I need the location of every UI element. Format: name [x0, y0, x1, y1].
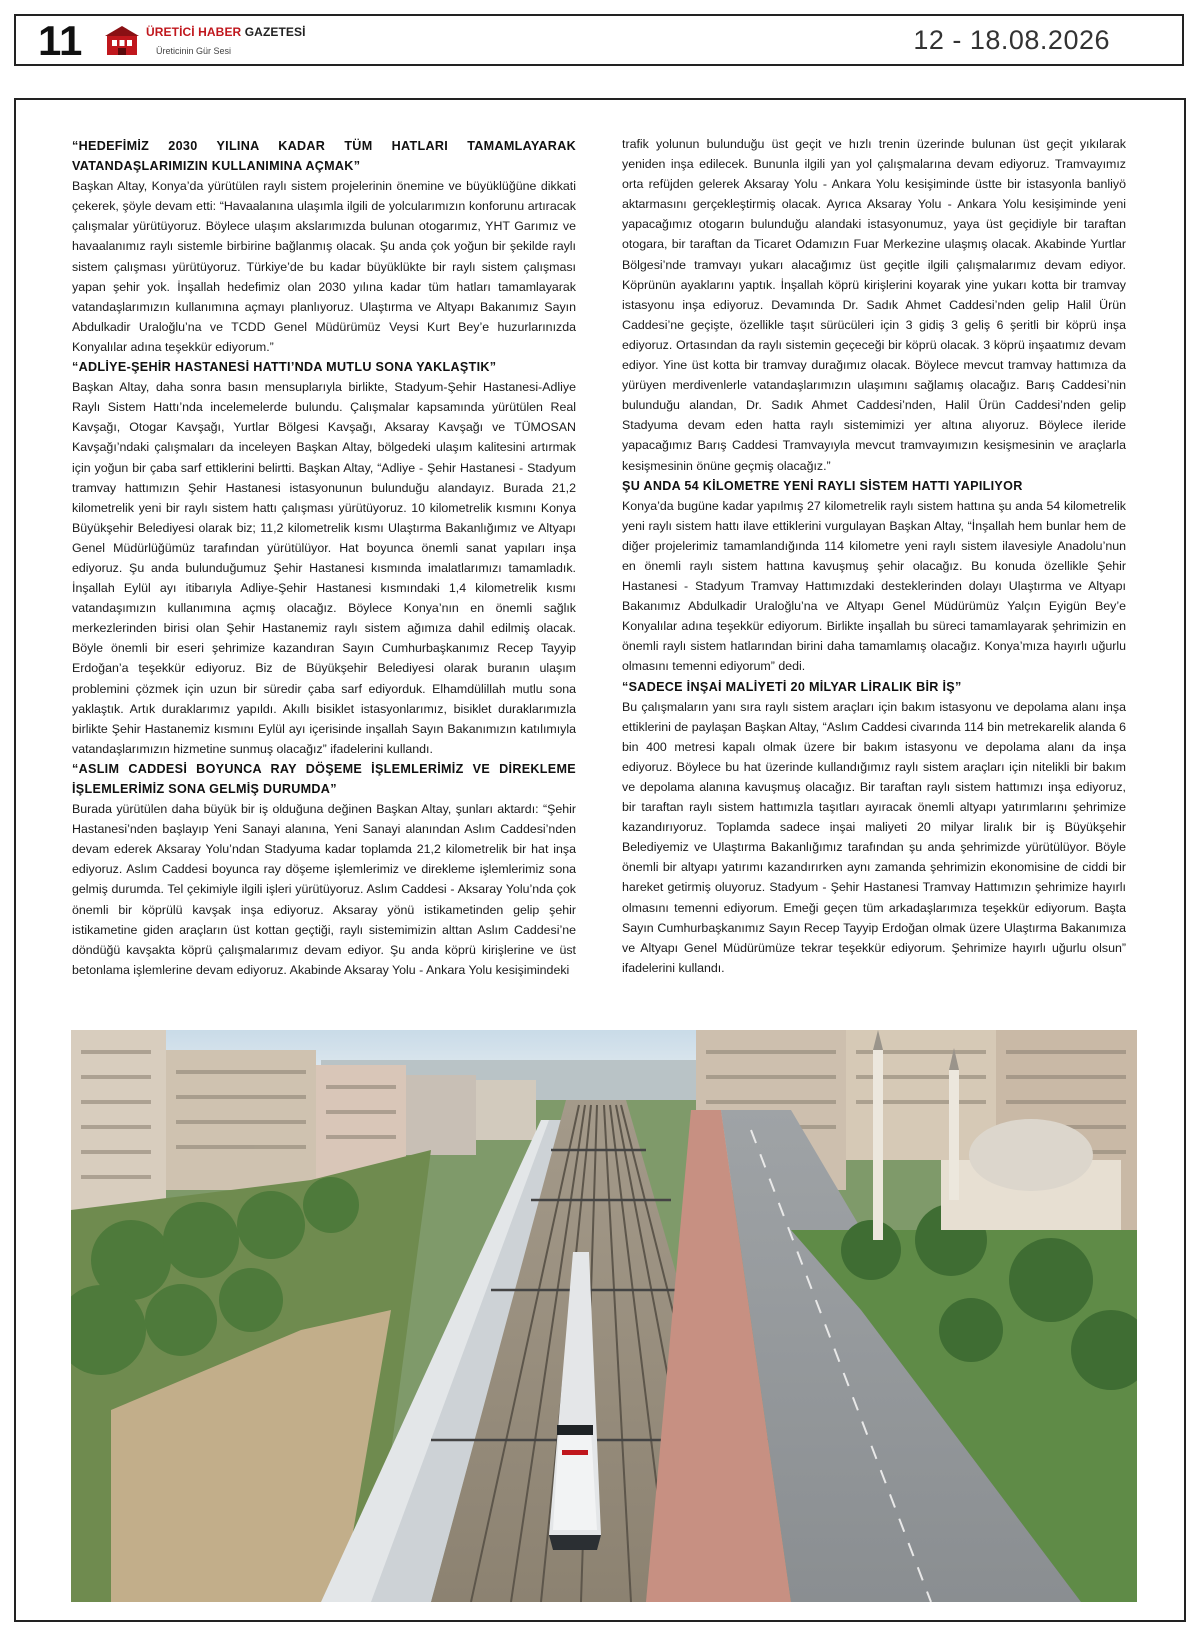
section-body: Başkan Altay, daha sonra basın mensuplarıyla birlikte, Stadyum-Şehir Hastanesi-Adliye Raylı Sistem Hattı’nda incelemelerde bulundu. Çalışmalar kapsamında yürütülen Real Kavşağı, Otogar Kavşağı, Yurtlar Bölgesi Kavşağı, Aksaray Kavşağı ve TÜMOSAN Kavşağı’ndaki çalışmaları da inceleyen Başkan Altay, bölgedeki ulaşım kalitesini artırmak için yoğun bir çaba sarf ettiklerini belirtti. Başkan Altay, “Adliye - Şehir Hastanesi - Stadyum tramvay hattımızın Şehir Hastanesi istasyonunun bulunduğu alandayız. Burada 21,2 kilometrelik yeni bir raylı sistem hattı çalışması yürütüyoruz. 10 kilometrelik kısmını Konya Büyükşehir Belediyesi olarak biz; 11,2 kilometrelik kısmı Ulaştırma Bakanlığımız ve Altyapı Genel Müdürlüğümüz tarafından yürütülüyor. Hat boyunca önemli sanat yapıları inşa ediyoruz. Şu anda bulunduğumuz Şehir Hastanesi kısmında imalatlarımızı tamamladık. İnşallah Eylül ayı itibarıyla Adliye-Şehir Hastanesi kısmındaki 1,4 kilometrelik kısmı vatandaşımızın kullanımına açmış olacağız. Böylece Konya’nın en önemli sağlık merkezlerinden birisi olan Şehir Hastanemiz raylı sistem ağımıza dahil edilmiş olacak. Böyle önemli bir eseri şehrimize kazandıran Sayın Cumhurbaşkanımız Recep Tayyip Erdoğan’a teşekkür ediyoruz. Biz de Büyükşehir Belediyesi olarak buranın ulaşım problemini çözmek için uzun bir süredir çaba sarf ediyorduk. Elhamdülillah mutlu sona yaklaştık. Artık duraklarımız yapıldı. Akıllı bisiklet istasyonlarımız, bisiklet duraklarımızla birlikte Şehir Hastanemiz kısmını Eylül ayı içerisinde inşallah Sayın Bakanımızın katılımıyla vatandaşlarımızın hizmetine sunmuş olacağız” ifadelerini kullandı. [72, 380, 576, 756]
article-section [622, 134, 1126, 476]
section-title: “SADECE İNŞAİ MALİYETİ 20 MİLYAR LİRALIK BİR İŞ” [622, 679, 962, 694]
section-title: “ADLİYE-ŞEHİR HASTANESİ HATTI’NDA MUTLU SONA YAKLAŞTIK” [72, 360, 497, 375]
article-section [622, 677, 1126, 978]
section-title: ŞU ANDA 54 KİLOMETRE YENİ RAYLI SİSTEM HATTI YAPILIYOR [622, 478, 1023, 493]
brand-part-2: HABER [198, 25, 242, 39]
page-number: 11 [38, 17, 83, 64]
aerial-railway-photo [71, 1030, 1137, 1602]
article-section [72, 357, 576, 759]
section-body: trafik yolunun bulunduğu üst geçit ve hızlı trenin üzerinde bulunan üst geçit yıkılarak yeniden inşa edilecek. Bununla ilgili yan yol çalışmalarına devam ediyoruz. Tramvayımız orta refüjden gelerek Aksaray Yolu - Ankara Yolu kesişiminde üstte bir istasyonla banliyö aktarmasını gerçekleştirmiş olacak. Ayrıca Aksaray Yolu - Ankara Yolu kesişiminde yeni yapacağımız otogarın bulunduğu alandaki istasyonumuz, yaya üst geçidiyle bir taraftan otogara, bir taraftan da Ticaret Odamızın Fuar Merkezine ulaşmış olacak. Akabinde Yurtlar Bölgesi’nde tramvayı yukarı alacağımız üst geçitle ilgili çalışmalarımız devam ediyor. Köprünün ayaklarını yaptık. İnşallah köprü kirişlerini koyarak yine yukarı kotta bir tramvay istasyonu inşa ediyoruz. Devamında Dr. Sadık Ahmet Caddesi’nden gelip Halil Ürün Caddesi’ne geçişte, özellikle taşıt sürücüleri için 3 gidiş 3 geliş 6 şeritli bir köprü inşa ediyoruz. Ortasından da raylı sistemin geçeceği bir köprü olacak. 3 köprü inşaatımız devam ediyor. Yine üst kotta bir tramvay durağımız olacak. Böylece mevcut tramvay hattımıza da yürüyen merdivenlerle vatandaşlarımızın ulaşımını sağlamış olacağız. Barış Caddesi’nin bulunduğu alandan, Dr. Sadık Ahmet Caddesi’nden, Halil Ürün Caddesi’nden gelip Stadyuma devam eden hatta raylı sistemimizi yer altına alıyoruz. Böylece ileride yapacağımız Barış Caddesi Tramvayıyla mevcut tramvayımızın kesişmesinin ve araçlarla kesişmesinin önüne geçmiş olacağız.” [622, 137, 1126, 473]
article-column-left [72, 136, 576, 980]
article-section [622, 476, 1126, 677]
section-body: Burada yürütülen daha büyük bir iş olduğuna değinen Başkan Altay, şunları aktardı: “Şehir Hastanesi’nden başlayıp Yeni Sanayi alanına, Yeni Sanayi alanından Aslım Caddesi’nden devam ederek Aksaray Yolu’ndan Stadyuma kadar toplamda 21,2 kilometrelik bir hat inşa ediyoruz. Aslım Caddesi boyunca ray döşeme işlemlerimiz ve direkleme işlemlerimiz sona gelmiş durumda. Tel çekimiyle ilgili işleri yürütüyoruz. Aslım Caddesi - Aksaray Yolu’nda çok önemli bir köprülü kavşak inşa ediyoruz. Aksaray yönü istikametinden gelip şehir istikametine giden araçların üst kottan geçtiği, raylı sistemimizin alttan Aslım Caddesi’ne döndüğü kavşakta köprü çalışmalarımız devam ediyor. Şu anda köprü kirişlerine ve üst betonlama işlemlerine devam ediyoruz. Akabinde Aksaray Yolu - Ankara Yolu kesişimindeki [72, 802, 576, 977]
section-body: Başkan Altay, Konya’da yürütülen raylı sistem projelerinin önemine ve büyüklüğüne dikkati çekerek, şöyle devam etti: “Havaalanına ulaşımla ilgili de yolcularımızın konforunu artıracak çalışmalar yürütüyoruz. Böylece ulaşım akslarımızda bulunan otogarımız, YHT Garımız ve havaalanımız raylı sistemle birbirine bağlanmış olacak. Şu anda çok yoğun bir şekilde raylı sistem çalışması yürütüyoruz. Türkiye’de bu kadar büyüklükte bir raylı sistem çalışması yapan şehir yok. İnşallah hedefimiz olan 2030 yılına kadar tüm hatları tamamlayarak vatandaşlarımızın kullanımına açmayı planlıyoruz. Ulaştırma ve Altyapı Bakanımız Sayın Abdulkadir Uraloğlu’na ve TCDD Genel Müdürümüz Veysi Kurt Bey’e huzurlarınızda Konyalılar adına teşekkür ediyorum.” [72, 179, 576, 354]
article-section [72, 136, 576, 357]
issue-date: 12 - 18.08.2026 [913, 25, 1110, 55]
section-title: “ASLIM CADDESİ BOYUNCA RAY DÖŞEME İŞLEMLERİMİZ VE DİREKLEME İŞLEMLERİMİZ SONA GELMİŞ DURUMDA” [72, 761, 576, 796]
brand-part-3: GAZETESİ [244, 25, 306, 39]
newspaper-slogan: Üreticinin Gür Sesi [156, 46, 232, 56]
section-body: Bu çalışmaların yanı sıra raylı sistem araçları için bakım istasyonu ve depolama alanı inşa ettiklerini de paylaşan Başkan Altay, “Aslım Caddesi civarında 114 bin metrekarelik alanda 6 bin 400 metresi kapalı olmak üzere bir bakım istasyonu ve depolama alanı da inşa ediyoruz. Böylece bu hat üzerinde kullandığımız raylı sistem araçları için nitelikli bir bakım ve depolama alanına kavuşmuş olacağız. Bir taraftan raylı sistem hattımızı inşa ediyoruz, bir taraftan raylı sistem hattımızla taşıtları ayıracak önemli altyapı yatırımlarını şehrimize kazandırıyoruz. Toplamda sadece inşai maliyeti 20 milyar liralık bir iş Büyükşehir Belediyemiz ve Ulaştırma Bakanlığımız tarafından şu anda şehrimizde yürütülüyor. Böyle önemli bir altyapı yatırımı kazandırırken aynı zamanda şehrimizin ekonomisine de ciddi bir hareket getirmiş oluyoruz. Stadyum - Şehir Hastanesi Tramvay Hattımızın şehrimize hayırlı olmasını temenni ediyorum. Emeği geçen tüm arkadaşlarımıza teşekkür ediyorum. Başta Sayın Cumhurbaşkanımız Sayın Recep Tayyip Erdoğan olmak üzere Ulaştırma Bakanımıza ve Altyapı Genel Müdürümüze tekrar teşekkür ediyorum. Şehrimize hayırlı uğurlu olsun” ifadelerini kullandı. [622, 699, 1126, 975]
article-column-right [622, 134, 1126, 978]
page-header [14, 14, 1184, 66]
section-body: Konya’da bugüne kadar yapılmış 27 kilometrelik raylı sistem hattına şu anda 54 kilometrelik yeni raylı sistem hattı ilave ettiklerini vurgulayan Başkan Altay, “İnşallah hem bunlar hem de diğer projelerimiz tamamlandığında 114 kilometre yeni raylı sistem ilavesiyle Anadolu’nun en önemli raylı sistem hattına kavuşmuş şehir olacağız. Bu konuda özellikle Şehir Hastanesi - Stadyum Tramvay Hattımızdaki desteklerinden dolayı Ulaştırma ve Altyapı Bakanımız Abdulkadir Uraloğlu’na ve Altyapı Genel Müdürümüz Yalçın Eyigün Bey’e Konyalılar adına teşekkür ediyorum. Birlikte inşallah bu süreci tamamlayarak şehrimizin en önemli raylı sistem hatlarından birini daha tamamlamış olacağız. Konya’mıza hayırlı uğurlu olmasını temenni ediyorum” dedi. [622, 498, 1126, 674]
section-title: “HEDEFİMİZ 2030 YILINA KADAR TÜM HATLARI TAMAMLAYARAK VATANDAŞLARIMIZIN KULLANIMINA AÇMAK” [72, 139, 576, 174]
aerial-railway-illustration [71, 1030, 1137, 1602]
brand-part-1: ÜRETİCİ [146, 25, 195, 39]
newspaper-brand [146, 25, 306, 39]
newspaper-logo-icon [104, 23, 140, 59]
article-section [72, 759, 576, 980]
